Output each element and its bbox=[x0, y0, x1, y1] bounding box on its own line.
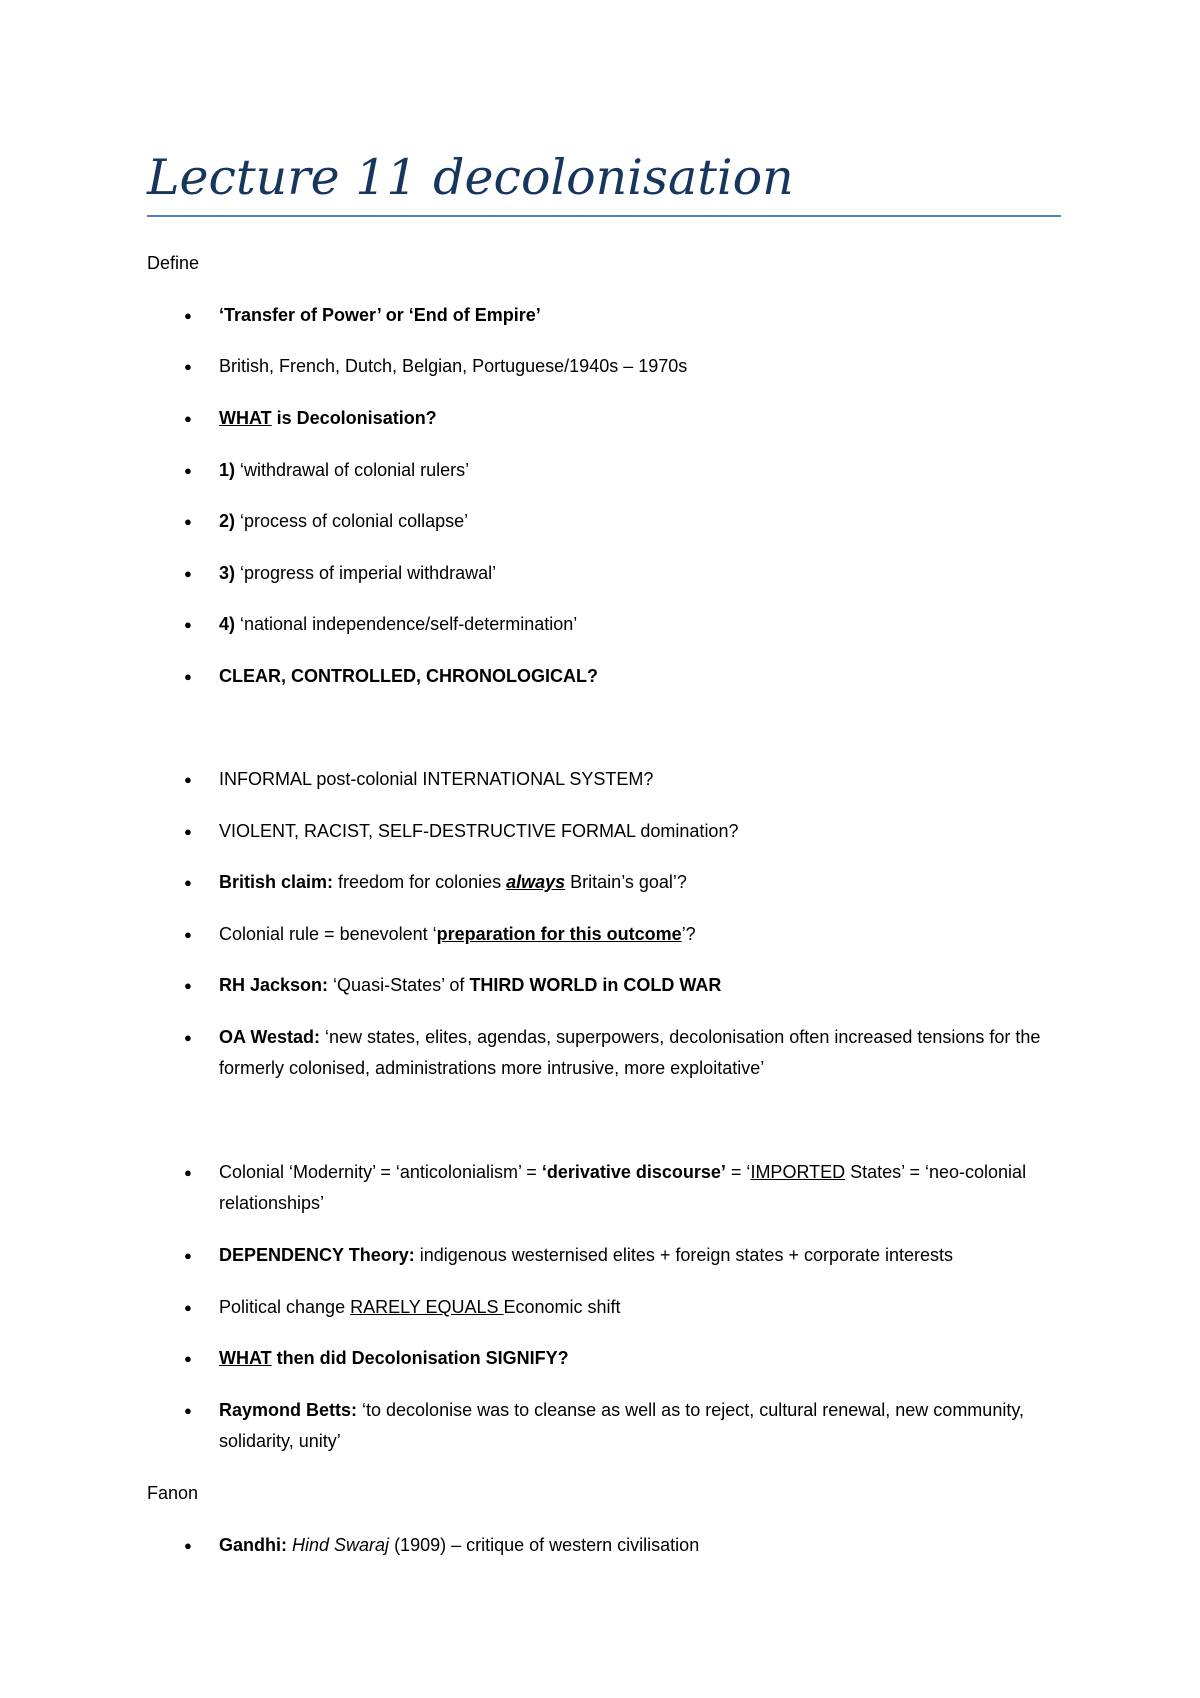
section-heading-define: Define bbox=[147, 253, 200, 273]
bullet-icon: ● bbox=[184, 411, 192, 426]
bullet-icon: ● bbox=[184, 1165, 192, 1180]
bullet-icon: ● bbox=[184, 927, 192, 942]
bullet-icon: ● bbox=[184, 359, 192, 374]
section-heading-fanon: Fanon bbox=[147, 1483, 199, 1503]
bullet-icon: ● bbox=[184, 463, 192, 478]
bullet-icon: ● bbox=[184, 1538, 192, 1553]
title-underline bbox=[147, 215, 1061, 217]
bullet-icon: ● bbox=[184, 875, 192, 890]
bullet-icon: ● bbox=[184, 978, 192, 993]
bullet-icon: ● bbox=[184, 1403, 192, 1418]
bullet-icon: ● bbox=[184, 669, 192, 684]
bullet-icon: ● bbox=[184, 1030, 192, 1045]
bullet-icon: ● bbox=[184, 1351, 192, 1366]
document-title: Lecture 11 decolonisation bbox=[147, 149, 794, 206]
bullet-icon: ● bbox=[184, 617, 192, 632]
bullet-icon: ● bbox=[184, 566, 192, 581]
bullet-icon: ● bbox=[184, 772, 192, 787]
bullet-icon: ● bbox=[184, 1300, 192, 1315]
bullet-icon: ● bbox=[184, 514, 192, 529]
bullet-icon: ● bbox=[184, 824, 192, 839]
bullet-icon: ● bbox=[184, 308, 192, 323]
bullet-icon: ● bbox=[184, 1248, 192, 1263]
